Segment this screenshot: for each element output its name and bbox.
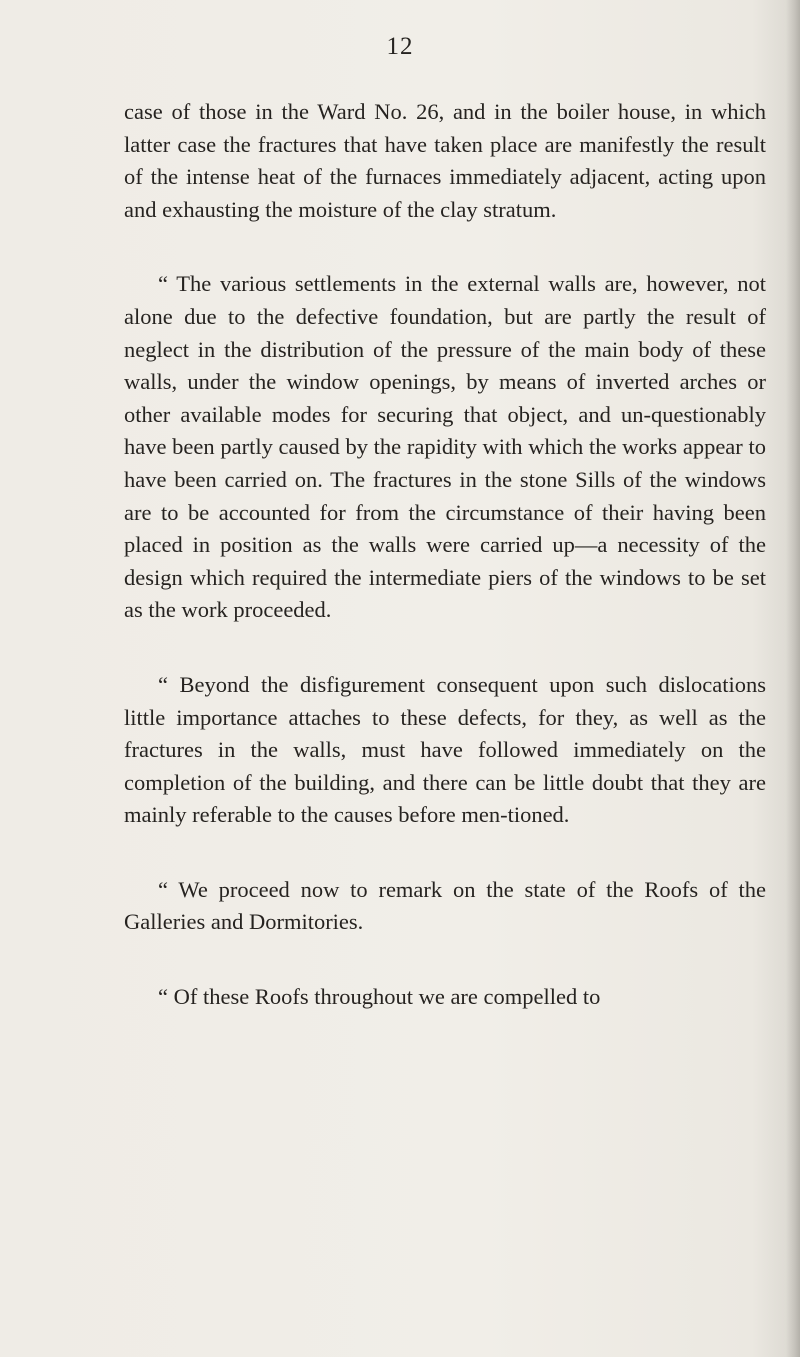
paragraph-5: “ Of these Roofs throughout we are compelled to — [158, 984, 601, 1010]
paragraph-1: case of those in the Ward No. 26, and in the boiler house, in which latter case the fractures that have taken place are manifestly the result of the intense heat of the furnaces immediately adjacent, acting upon and exhausting the moisture of the clay stratum. — [124, 99, 766, 222]
body-text — [124, 96, 766, 1014]
paragraph-3: “ Beyond the disfigurement consequent upon such dislocations little importance attaches to these defects, for they, as well as the fractures in the walls, must have followed immediately on the completion of the building, and there can be little doubt that they are mainly referable to the causes before men-tioned. — [124, 671, 766, 828]
paragraph-2: “ The various settlements in the external walls are, however, not alone due to the defective foundation, but are partly the result of neglect in the distribution of the pressure of the main body of these walls, under the window openings, by means of inverted arches or other available modes for securing that object, and un-questionably have been partly caused by the rapidity with which the works appear to have been carried on. The fractures in the stone Sills of the windows are to be accounted for from the circumstance of their having been placed in position as the walls were carried up—a necessity of the design which required the intermediate piers of the windows to be set as the work proceeded. — [124, 271, 766, 623]
paragraph-4: “ We proceed now to remark on the state of the Roofs of the Galleries and Dormitories. — [124, 876, 766, 935]
page-edge-shadow — [786, 0, 800, 1357]
page-number: 12 — [386, 33, 414, 60]
